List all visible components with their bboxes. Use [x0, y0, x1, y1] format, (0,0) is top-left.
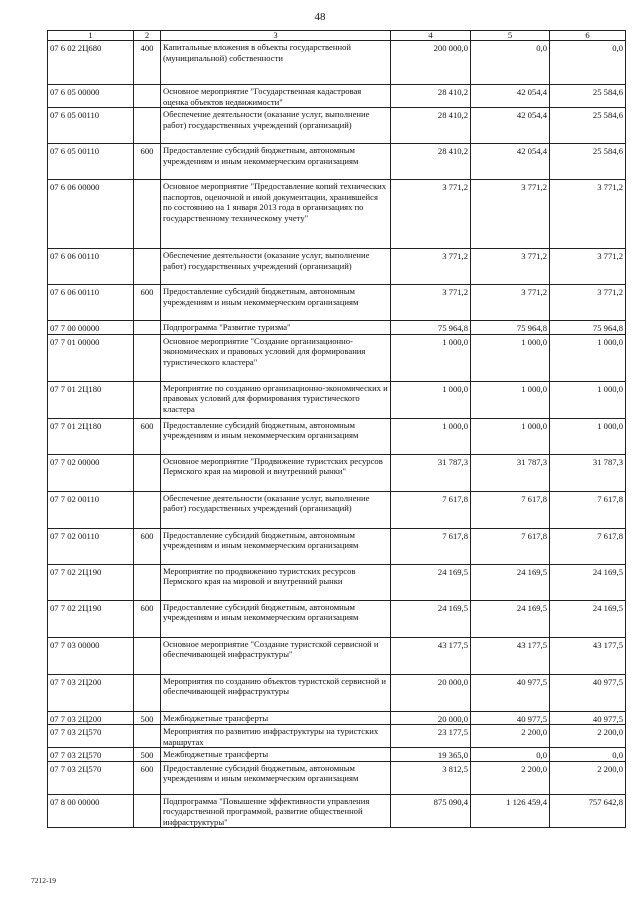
row-name: Предоставление субсидий бюджетным, автономным учреждениям и иным некоммерческим организациям — [161, 418, 391, 454]
row-amount-col4: 28 410,2 — [391, 144, 471, 180]
row-expense-type — [134, 180, 161, 249]
budget-table — [47, 30, 626, 828]
table-row — [48, 491, 626, 528]
row-expense-type — [134, 321, 161, 335]
row-amount-col4: 19 365,0 — [391, 748, 471, 762]
row-name: Основное мероприятие "Создание туристской сервисной и обеспечивающей инфраструктуры" — [161, 637, 391, 674]
table-row — [48, 600, 626, 637]
row-name: Предоставление субсидий бюджетным, автономным учреждениям и иным некоммерческим организациям — [161, 528, 391, 564]
row-amount-col5: 1 126 459,4 — [471, 794, 550, 828]
row-code: 07 6 06 00110 — [48, 249, 134, 285]
row-amount-col4: 200 000,0 — [391, 41, 471, 85]
row-amount-col4: 1 000,0 — [391, 334, 471, 381]
row-amount-col6: 43 177,5 — [550, 637, 626, 674]
row-amount-col4: 75 964,8 — [391, 321, 471, 335]
row-name: Обеспечение деятельности (оказание услуг, выполнение работ) государственных учреждений (организаций) — [161, 249, 391, 285]
row-amount-col5: 43 177,5 — [471, 637, 550, 674]
row-amount-col6: 40 977,5 — [550, 711, 626, 725]
row-amount-col4: 3 771,2 — [391, 180, 471, 249]
column-header: 2 — [134, 31, 161, 41]
table-row — [48, 637, 626, 674]
row-amount-col5: 3 771,2 — [471, 249, 550, 285]
row-amount-col6: 3 771,2 — [550, 180, 626, 249]
row-name: Межбюджетные трансферты — [161, 748, 391, 762]
row-amount-col6: 1 000,0 — [550, 381, 626, 418]
row-amount-col5: 24 169,5 — [471, 564, 550, 600]
row-name: Основное мероприятие "Предоставление копий технических паспортов, оценочной и иной документации, хранившейся по состоянию на 1 января 2013 года в организациях по государственному техническому учету" — [161, 180, 391, 249]
table-header-row — [48, 31, 626, 41]
column-header: 6 — [550, 31, 626, 41]
row-code: 07 7 03 2Ц200 — [48, 674, 134, 711]
row-amount-col4: 24 169,5 — [391, 564, 471, 600]
row-name: Предоставление субсидий бюджетным, автономным учреждениям и иным некоммерческим организациям — [161, 144, 391, 180]
row-amount-col5: 1 000,0 — [471, 381, 550, 418]
row-code: 07 7 03 2Ц570 — [48, 748, 134, 762]
row-amount-col6: 25 584,6 — [550, 85, 626, 108]
row-amount-col4: 1 000,0 — [391, 418, 471, 454]
row-expense-type — [134, 454, 161, 491]
row-expense-type — [134, 637, 161, 674]
row-code: 07 8 00 00000 — [48, 794, 134, 828]
row-code: 07 7 02 2Ц190 — [48, 600, 134, 637]
row-amount-col4: 3 771,2 — [391, 285, 471, 321]
row-expense-type — [134, 381, 161, 418]
row-name: Предоставление субсидий бюджетным, автономным учреждениям и иным некоммерческим организациям — [161, 285, 391, 321]
table-row — [48, 334, 626, 381]
row-amount-col5: 31 787,3 — [471, 454, 550, 491]
page-number: 48 — [314, 11, 326, 23]
row-amount-col5: 7 617,8 — [471, 528, 550, 564]
row-code: 07 6 05 00110 — [48, 108, 134, 144]
row-name: Основное мероприятие "Создание организационно-экономических и правовых условий для формирования туристического кластера" — [161, 334, 391, 381]
row-name: Предоставление субсидий бюджетным, автономным учреждениям и иным некоммерческим организациям — [161, 761, 391, 794]
row-amount-col4: 20 000,0 — [391, 711, 471, 725]
table-row — [48, 528, 626, 564]
row-code: 07 7 01 00000 — [48, 334, 134, 381]
row-amount-col6: 3 771,2 — [550, 285, 626, 321]
row-amount-col6: 2 200,0 — [550, 725, 626, 748]
row-amount-col6: 1 000,0 — [550, 334, 626, 381]
row-amount-col5: 75 964,8 — [471, 321, 550, 335]
row-amount-col6: 0,0 — [550, 41, 626, 85]
document-code: 7212-19 — [31, 876, 56, 885]
table-row — [48, 725, 626, 748]
column-header: 1 — [48, 31, 134, 41]
row-expense-type: 600 — [134, 144, 161, 180]
table-row — [48, 85, 626, 108]
row-amount-col4: 31 787,3 — [391, 454, 471, 491]
row-expense-type: 500 — [134, 711, 161, 725]
table-row — [48, 794, 626, 828]
row-amount-col5: 42 054,4 — [471, 144, 550, 180]
row-amount-col6: 25 584,6 — [550, 144, 626, 180]
row-amount-col4: 7 617,8 — [391, 491, 471, 528]
row-code: 07 6 06 00110 — [48, 285, 134, 321]
table-row — [48, 564, 626, 600]
row-code: 07 6 02 2Ц680 — [48, 41, 134, 85]
row-amount-col5: 7 617,8 — [471, 491, 550, 528]
row-name: Мероприятие по созданию организационно-экономических и правовых условий для формирования туристического кластера — [161, 381, 391, 418]
row-expense-type — [134, 491, 161, 528]
row-amount-col6: 24 169,5 — [550, 564, 626, 600]
row-name: Мероприятия по созданию объектов туристской сервисной и обеспечивающей инфраструктуры — [161, 674, 391, 711]
row-amount-col4: 20 000,0 — [391, 674, 471, 711]
table-row — [48, 761, 626, 794]
row-expense-type — [134, 334, 161, 381]
row-amount-col6: 2 200,0 — [550, 761, 626, 794]
row-code: 07 7 02 00110 — [48, 491, 134, 528]
table-row — [48, 180, 626, 249]
row-name: Подпрограмма "Повышение эффективности управления государственной программой, развитие общественной инфраструктуры" — [161, 794, 391, 828]
row-expense-type: 600 — [134, 600, 161, 637]
row-amount-col6: 1 000,0 — [550, 418, 626, 454]
row-amount-col6: 757 642,8 — [550, 794, 626, 828]
row-expense-type — [134, 564, 161, 600]
column-header: 4 — [391, 31, 471, 41]
row-code: 07 7 03 2Ц200 — [48, 711, 134, 725]
row-expense-type: 600 — [134, 418, 161, 454]
table-row — [48, 381, 626, 418]
column-header: 5 — [471, 31, 550, 41]
table-row — [48, 41, 626, 85]
row-amount-col4: 3 812,5 — [391, 761, 471, 794]
row-code: 07 7 01 2Ц180 — [48, 381, 134, 418]
row-amount-col4: 7 617,8 — [391, 528, 471, 564]
row-amount-col6: 0,0 — [550, 748, 626, 762]
row-name: Обеспечение деятельности (оказание услуг, выполнение работ) государственных учреждений (организаций) — [161, 491, 391, 528]
row-amount-col5: 40 977,5 — [471, 674, 550, 711]
row-amount-col4: 1 000,0 — [391, 381, 471, 418]
row-amount-col6: 75 964,8 — [550, 321, 626, 335]
row-amount-col5: 1 000,0 — [471, 418, 550, 454]
row-code: 07 7 03 2Ц570 — [48, 761, 134, 794]
row-name: Предоставление субсидий бюджетным, автономным учреждениям и иным некоммерческим организациям — [161, 600, 391, 637]
row-name: Основное мероприятие "Государственная кадастровая оценка объектов недвижимости" — [161, 85, 391, 108]
row-amount-col4: 28 410,2 — [391, 85, 471, 108]
row-amount-col5: 1 000,0 — [471, 334, 550, 381]
table-row — [48, 285, 626, 321]
row-expense-type: 600 — [134, 761, 161, 794]
row-amount-col5: 0,0 — [471, 41, 550, 85]
row-amount-col4: 43 177,5 — [391, 637, 471, 674]
row-name: Подпрограмма "Развитие туризма" — [161, 321, 391, 335]
row-name: Основное мероприятие "Продвижение туристских ресурсов Пермского края на мировой и внутренний рынки" — [161, 454, 391, 491]
table-row — [48, 674, 626, 711]
table-row — [48, 454, 626, 491]
row-amount-col4: 24 169,5 — [391, 600, 471, 637]
table-row — [48, 249, 626, 285]
row-expense-type — [134, 674, 161, 711]
row-code: 07 7 02 00110 — [48, 528, 134, 564]
row-amount-col6: 3 771,2 — [550, 249, 626, 285]
row-amount-col5: 0,0 — [471, 748, 550, 762]
table-row — [48, 418, 626, 454]
row-amount-col5: 42 054,4 — [471, 108, 550, 144]
row-code: 07 6 05 00110 — [48, 144, 134, 180]
row-amount-col5: 2 200,0 — [471, 725, 550, 748]
row-code: 07 7 00 00000 — [48, 321, 134, 335]
row-amount-col5: 24 169,5 — [471, 600, 550, 637]
row-name: Межбюджетные трансферты — [161, 711, 391, 725]
row-expense-type: 400 — [134, 41, 161, 85]
table-row — [48, 108, 626, 144]
row-name: Капитальные вложения в объекты государственной (муниципальной) собственности — [161, 41, 391, 85]
row-amount-col4: 23 177,5 — [391, 725, 471, 748]
row-name: Мероприятия по развитию инфраструктуры на туристских маршрутах — [161, 725, 391, 748]
row-name: Обеспечение деятельности (оказание услуг, выполнение работ) государственных учреждений (организаций) — [161, 108, 391, 144]
row-amount-col4: 3 771,2 — [391, 249, 471, 285]
row-expense-type — [134, 249, 161, 285]
row-amount-col6: 31 787,3 — [550, 454, 626, 491]
table-row — [48, 711, 626, 725]
row-code: 07 7 01 2Ц180 — [48, 418, 134, 454]
row-expense-type: 600 — [134, 528, 161, 564]
row-amount-col6: 40 977,5 — [550, 674, 626, 711]
row-amount-col6: 25 584,6 — [550, 108, 626, 144]
row-expense-type: 600 — [134, 285, 161, 321]
row-amount-col5: 3 771,2 — [471, 285, 550, 321]
row-expense-type — [134, 794, 161, 828]
row-code: 07 6 05 00000 — [48, 85, 134, 108]
row-amount-col6: 7 617,8 — [550, 528, 626, 564]
row-amount-col4: 28 410,2 — [391, 108, 471, 144]
row-code: 07 7 02 2Ц190 — [48, 564, 134, 600]
row-amount-col5: 40 977,5 — [471, 711, 550, 725]
row-expense-type — [134, 108, 161, 144]
row-expense-type: 500 — [134, 748, 161, 762]
row-amount-col5: 2 200,0 — [471, 761, 550, 794]
table-row — [48, 321, 626, 335]
row-amount-col6: 24 169,5 — [550, 600, 626, 637]
row-amount-col5: 3 771,2 — [471, 180, 550, 249]
row-name: Мероприятие по продвижению туристских ресурсов Пермского края на мировой и внутренний рынки — [161, 564, 391, 600]
column-header: 3 — [161, 31, 391, 41]
row-amount-col4: 875 090,4 — [391, 794, 471, 828]
table-row — [48, 144, 626, 180]
row-code: 07 7 02 00000 — [48, 454, 134, 491]
row-expense-type — [134, 725, 161, 748]
row-code: 07 7 03 00000 — [48, 637, 134, 674]
row-amount-col5: 42 054,4 — [471, 85, 550, 108]
row-amount-col6: 7 617,8 — [550, 491, 626, 528]
row-code: 07 7 03 2Ц570 — [48, 725, 134, 748]
row-code: 07 6 06 00000 — [48, 180, 134, 249]
row-expense-type — [134, 85, 161, 108]
table-row — [48, 748, 626, 762]
